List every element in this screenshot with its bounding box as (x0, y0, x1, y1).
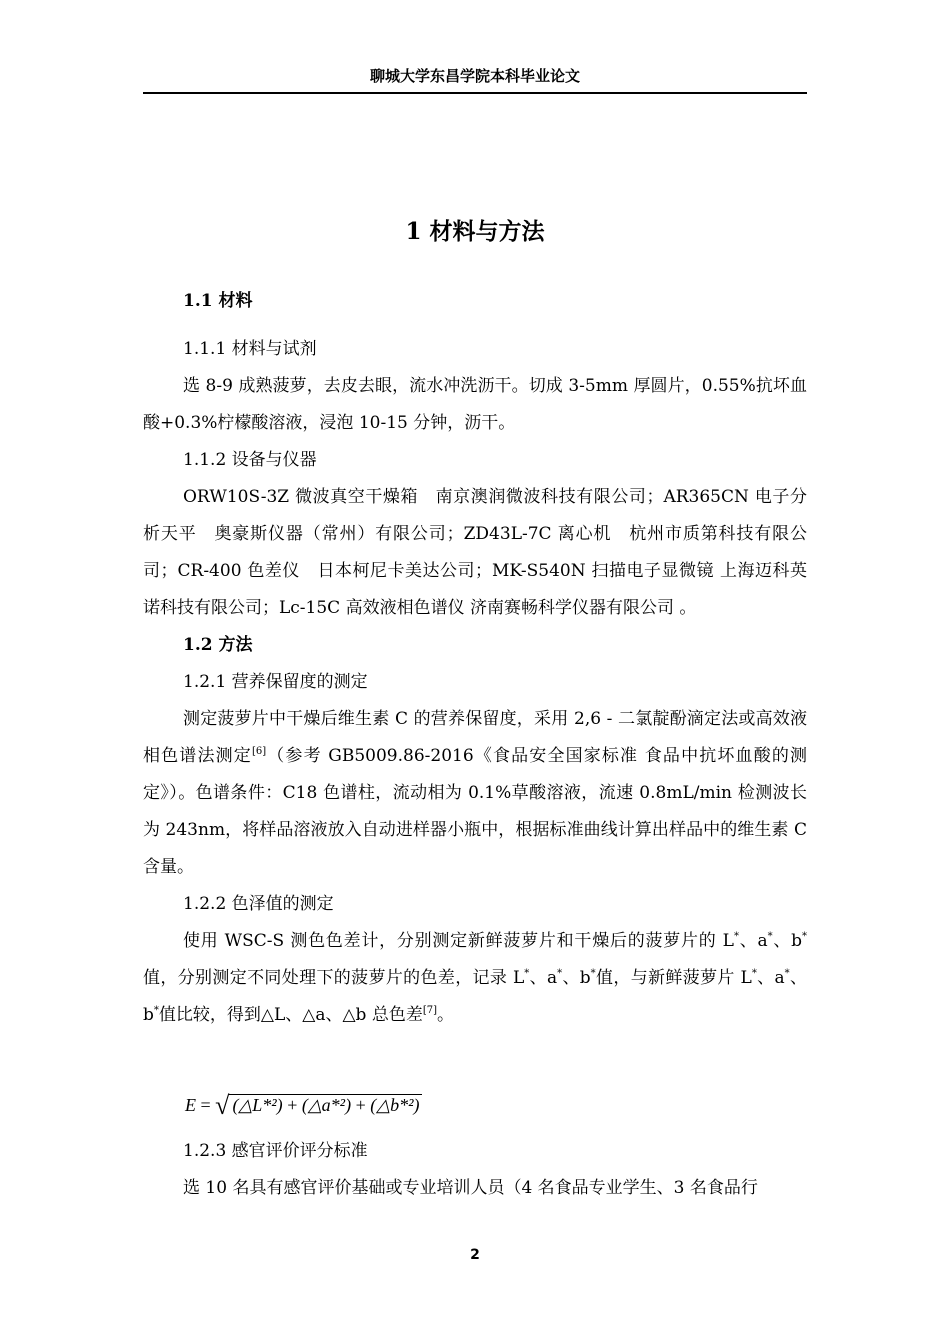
color-text: 、b (143, 968, 807, 1025)
paragraph-materials: 选 8-9 成熟菠萝，去皮去眼，流水冲洗沥干。切成 3-5mm 厚圆片，0.55%抗坏血酸+0.3%柠檬酸溶液，浸泡 10-15 分钟，沥干。 (143, 376, 807, 433)
section-heading-1-2: 1.2 方法 (183, 635, 253, 655)
color-text: 、b (562, 968, 591, 988)
star-mark: * (802, 931, 807, 942)
subsection-heading-1-1-2: 1.1.2 设备与仪器 (183, 450, 317, 470)
sqrt-icon: √ (215, 1091, 230, 1120)
subsection-heading-1-2-1: 1.2.1 营养保留度的测定 (183, 672, 368, 692)
star-mark: * (590, 968, 596, 979)
vitamin-c-text-b: （参考 GB5009.86-2016《食品安全国家标准 食品中抗坏血酸的测定》）。色谱条件：C18 色谱柱，流动相为 0.1%草酸溶液，流速 0.8mL/min 检测波长为 243nm，将样品溶液放入自动进样器小瓶中，根据标准曲线计算出样品中的维生素 C 含量。 (143, 746, 808, 877)
color-text: 值比较，得到△L、△a、△b 总色差 (158, 1005, 423, 1025)
color-text: 使用 WSC-S 测色色差计，分别测定新鲜菠萝片和干燥后的菠萝片的 L (183, 931, 734, 951)
page-number: 2 (470, 1247, 480, 1263)
formula-radicand (229, 1094, 422, 1115)
section-1-1 (143, 283, 807, 1034)
subsection-heading-1-1-1: 1.1.1 材料与试剂 (183, 339, 317, 359)
color-text: 值，与新鲜菠萝片 L (595, 968, 752, 988)
formula-term-a: (△a*²) (301, 1095, 352, 1115)
section-1-2-3 (143, 1133, 807, 1207)
formula-term-l: (△L*²) (232, 1095, 283, 1115)
formula-term-b: (△b*²) (370, 1095, 420, 1115)
paragraph-color (143, 923, 807, 1034)
subsection-heading-1-2-3: 1.2.3 感官评价评分标准 (183, 1141, 368, 1161)
star-mark: * (557, 968, 563, 979)
color-text: 、b (772, 931, 802, 951)
subsection-heading-1-2-2: 1.2.2 色泽值的测定 (183, 894, 334, 914)
star-mark: * (733, 931, 739, 942)
star-mark: * (784, 968, 790, 979)
paragraph-equipment: ORW10S-3Z 微波真空干燥箱 南京澳润微波科技有限公司；AR365CN 电子分析天平 奥豪斯仪器（常州）有限公司；ZD43L-7C 离心机 杭州市质第科技有限公司；CR-400 色差仪 日本柯尼卡美达公司；MK-S540N 扫描电子显微镜 上海迈科英诺科技有限公司；Lc-15C 高效液相色谱仪 济南赛畅科学仪器有限公司 。 (143, 487, 807, 618)
star-mark: * (767, 931, 773, 942)
color-text: 值，分别测定不同处理下的菠萝片的色差，记录 L (143, 968, 525, 988)
citation-7: [7] (422, 1005, 437, 1016)
color-text: 、a (529, 968, 558, 988)
header-rule (143, 92, 807, 94)
star-mark: * (751, 968, 757, 979)
section-heading-1-1: 1.1 材料 (183, 291, 253, 311)
formula-lhs: E (185, 1095, 196, 1115)
formula-plus: + (351, 1095, 371, 1115)
paragraph-vitamin-c (143, 701, 807, 886)
star-mark: * (524, 968, 530, 979)
color-text: 。 (437, 1005, 454, 1025)
formula-equals: = (196, 1095, 216, 1115)
color-text: 、a (738, 931, 768, 951)
vitamin-c-text-a: 测定菠萝片中干燥后维生素 C 的营养保留度，采用 2,6 - 二氯靛酚滴定法或高效液相色谱法测定 (143, 709, 807, 766)
color-difference-formula (185, 1092, 422, 1119)
chapter-title: 1 材料与方法 (405, 218, 545, 245)
citation-6: [6] (251, 746, 267, 757)
paragraph-sensory: 选 10 名具有感官评价基础或专业培训人员（4 名食品专业学生、3 名食品行 (183, 1178, 758, 1198)
star-mark: * (153, 1005, 159, 1016)
formula-plus: + (282, 1095, 302, 1115)
color-text: 、a (756, 968, 785, 988)
running-header: 聊城大学东昌学院本科毕业论文 (369, 67, 580, 85)
